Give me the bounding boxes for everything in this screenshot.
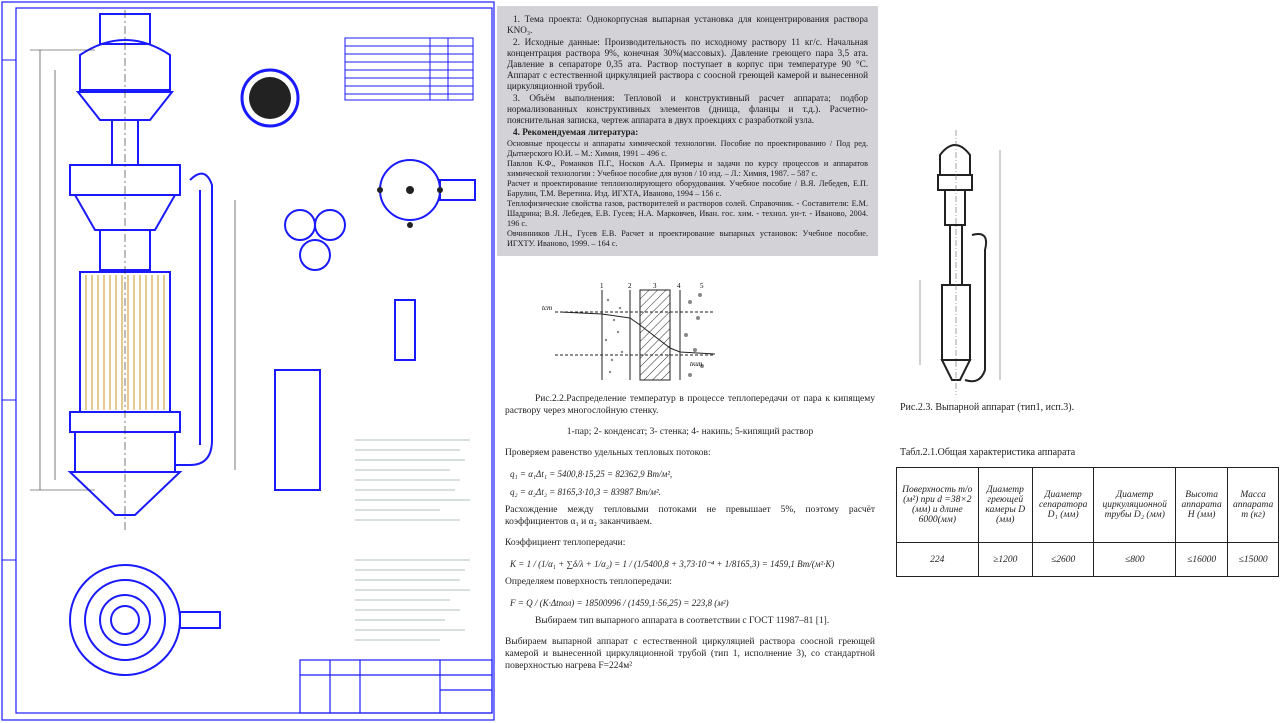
table-cell: ≤2600 (1032, 543, 1094, 577)
table-cell: ≤16000 (1176, 543, 1228, 577)
table-header-cell: Диаметр греющей камеры D (мм) (978, 468, 1032, 543)
fig-label-3: 3 (653, 282, 657, 290)
apparatus-drawing (0, 0, 497, 723)
drawing-canvas (0, 0, 497, 723)
check-heading: Проверяем равенство удельных тепловых потоков: (505, 448, 711, 458)
table-header-cell: Диаметр сепаратора D₁ (мм) (1032, 468, 1094, 543)
reference-item: Овчинников Л.Н., Гусев Е.В. Расчет и проектирование выпарных установок: Учебное пособие. ИГХТУ. Иваново, 1999. – 164 с. (507, 229, 868, 248)
tube-sheet-view (242, 70, 298, 126)
k-formula: K = 1 / (1/α₁ + ∑δ/λ + 1/α₂) = 1 / (1/5400,8 + 3,73·10⁻⁴ + 1/8165,3) = 1459,1 Вт/(м²·К) (510, 559, 835, 569)
table-cell: ≥1200 (978, 543, 1032, 577)
fig-label-4: 4 (677, 282, 681, 290)
figure-2-3-caption: Рис.2.3. Выпарной аппарат (тип1, исп.3). (900, 402, 1075, 413)
fig-label-5: 5 (700, 282, 704, 290)
table-header-row (897, 468, 1279, 543)
f-heading: Определяем поверхность теплопередачи: (505, 577, 672, 587)
t-boil-label: tкип (690, 360, 703, 368)
table-cell: ≤800 (1094, 543, 1176, 577)
figure-legend: 1-пар; 2- конденсат; 3- стенка; 4- накипь; 5-кипящий раствор (566, 427, 814, 437)
assignment-scan (497, 6, 878, 256)
input-data: 2. Исходные данные: Производительность по исходному раствору 11 кг/с. Начальная концентрация раствора 9%, конечная 30%(массовых). Давление греющего пара 3,5 ата. Давление в сепараторе 0,35 ата. Раствор поступает в корпус при температуре 90 °С. Аппарат с естественной циркуляцией раствора с соосной греющей камерой и вынесенной циркуляционной трубой. (507, 37, 868, 91)
temperature-distribution-figure (540, 280, 870, 390)
q2-formula: q₂ = α₂Δt₂ = 8165,3·10,3 = 83987 Вт/м². (510, 487, 661, 497)
f-formula: F = Q / (K·Δtпол) = 18500996 / (1459,1·56,25) = 223,8 (м²) (510, 598, 729, 608)
k-heading: Коэффициент теплопередачи: (505, 538, 626, 548)
fig-label-1: 1 (600, 282, 604, 290)
table-title: Табл.2.1.Общая характеристика аппарата (900, 447, 1076, 458)
table-header-cell: Диаметр циркуляционной трубы D₂ (мм) (1094, 468, 1176, 543)
reference-item: Основные процессы и аппараты химической технологии. Пособие по проектированию / Под ред. Дытнерского Ю.И. – М.: Химия, 1991 – 496 с. (507, 139, 868, 158)
reference-item: Теплофизические свойства газов, растворителей и растворов солей. Справочник. - Составители: Е.М. Шадрина; В.Я. Лебедев, Е.В. Гусев; Н.А. Марковчев, Иван. гос. хим. - технол. ун-т. - Иваново, 2004. 196 с. (507, 199, 868, 228)
q1-formula: q₁ = α₁Δt₁ = 5400,8·15,25 = 82362,9 Вт/м², (510, 469, 673, 479)
figure-caption: Рис.2.2.Распределение температур в процессе теплопередачи от пара к кипящему раствору через многослойную стенку. (505, 394, 875, 416)
table-row (897, 543, 1279, 577)
reference-item: Расчет и проектирование теплоизолирующего оборудования. Учебное пособие / В.Я. Лебедев, Е.П. Барулин, Т.М. Веретина. Изд. ИГХТА, Иваново, 1994 – 156 с. (507, 179, 868, 198)
reference-item: Павлов К.Ф., Романков П.Г., Носков А.А. Примеры и задачи по курсу процессов и аппаратов химической технологии : Учебное пособие для вузов / 10 изд. – Л.: Химия, 1987. – 587 с. (507, 159, 868, 178)
literature-heading: 4. Рекомендуемая литература: (513, 127, 639, 137)
table-header-cell: Высота аппарата H (мм) (1176, 468, 1228, 543)
table-header-cell: Поверхность т/о (м²) при d =38×2 (мм) и длине 6000(мм) (897, 468, 979, 543)
fig-label-2: 2 (628, 282, 632, 290)
scope: 3. Объём выполнения: Тепловой и конструктивный расчет аппарата; подбор нормализованных конструктивных элементов (днища, фланцы и т.д.). Расчетно-пояснительная записка, чертеж аппарата в двух проекциях с разработкой узла. (507, 93, 868, 125)
table-cell: ≤15000 (1228, 543, 1279, 577)
table-cell: 224 (897, 543, 979, 577)
final-choice-text: Выбираем выпарной аппарат с естественной циркуляцией раствора соосной греющей камерой и вынесенной циркуляционной трубой (тип 1, исполнение 3), со стандартной поверхностью нагрева F=224м² (505, 637, 875, 671)
project-topic: 1. Тема проекта: Однокорпусная выпарная установка для концентрирования раствора KNO₃. (507, 14, 868, 35)
apparatus-sketch (900, 130, 1010, 400)
table-header-cell: Масса аппарата m (кг) (1228, 468, 1279, 543)
calculation-text (505, 393, 875, 723)
discrepancy-text: Расхождение между тепловыми потоками не превышает 5%, поэтому расчёт коэффициентов α₁ и α₂ заканчиваем. (505, 505, 875, 527)
characteristics-table (896, 467, 1279, 577)
t-wall-label: tст (542, 304, 553, 312)
choice-text: Выбираем тип выпарного аппарата в соответствии с ГОСТ 11987–81 [1]. (535, 616, 830, 626)
